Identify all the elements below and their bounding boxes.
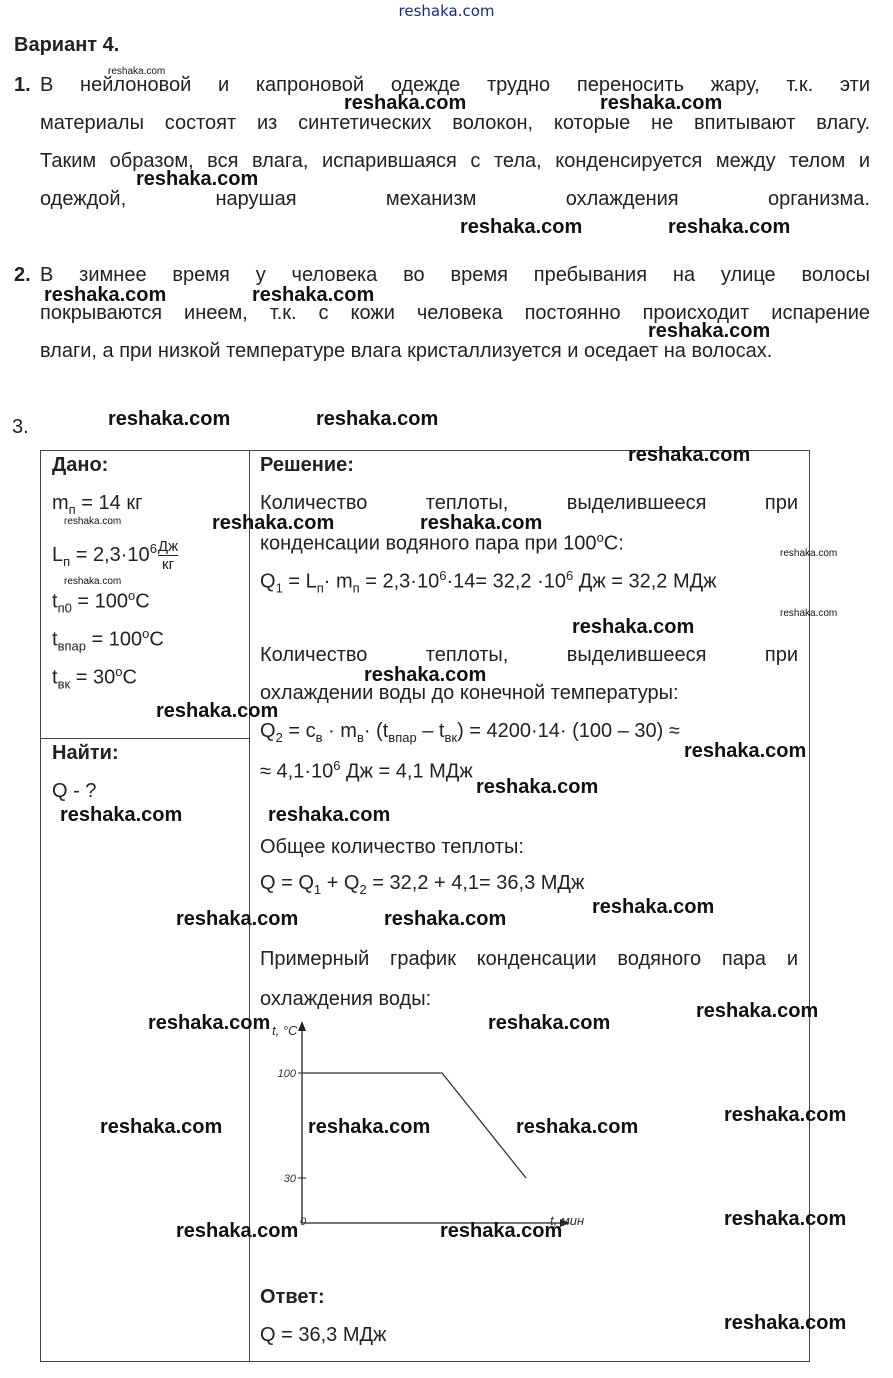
watermark: reshaka.com	[724, 1312, 847, 1334]
watermark: reshaka.com	[316, 408, 439, 430]
watermark: reshaka.com	[592, 896, 715, 918]
given-latent-heat: $L_п = 2,3\cdot 10^6$ Дж кг	[52, 538, 179, 573]
table-divider	[40, 738, 250, 739]
solution-step2-formula: $Q_2 = c_в \cdot m_в\cdot (t_{впар} - t_{вк}) = 4200\cdot 14\cdot (100 - 30)$ ≈	[260, 720, 680, 745]
watermark: reshaka.com	[668, 216, 791, 238]
watermark: reshaka.com	[648, 320, 771, 342]
unit-denominator: кг	[162, 556, 175, 573]
watermark-small: reshaka.com	[108, 66, 166, 77]
solution-step4-a: Примерный график конденсации водяного пара и	[260, 948, 798, 970]
given-mass: $m_п = 14$ кг	[52, 492, 143, 517]
question-2-number: 2.	[14, 264, 31, 286]
question-1-number: 1.	[14, 74, 31, 96]
solution-step2-b: охлаждении воды до конечной температуры:	[260, 682, 679, 704]
watermark: reshaka.com	[148, 1012, 271, 1034]
watermark: reshaka.com	[600, 92, 723, 114]
watermark: reshaka.com	[60, 804, 183, 826]
watermark: reshaka.com	[460, 216, 583, 238]
unit-numerator: Дж	[157, 538, 179, 555]
watermark: reshaka.com	[156, 700, 279, 722]
watermark: reshaka.com	[420, 512, 543, 534]
q2-line: В зимнее время у человека во время пребывания на улице волосы	[40, 264, 870, 286]
watermark: reshaka.com	[268, 804, 391, 826]
y-tick-label: 30	[283, 1173, 296, 1185]
given-title: Дано:	[52, 454, 109, 476]
watermark-small: reshaka.com	[64, 516, 122, 527]
q1-line: Таким образом, вся влага, испарившаяся с тела, конденсируется между телом и	[40, 150, 870, 172]
find-title: Найти:	[52, 742, 119, 764]
watermark: reshaka.com	[100, 1116, 223, 1138]
solution-step1-a: Количество теплоты, выделившееся при	[260, 492, 798, 514]
question-3-number: 3.	[12, 416, 29, 438]
watermark: reshaka.com	[176, 1220, 299, 1242]
q2-line: влаги, а при низкой температуре влага кристаллизуется и оседает на волосах.	[40, 340, 773, 362]
question-1-text	[40, 66, 870, 218]
answer-title: Ответ:	[260, 1286, 325, 1308]
q1-line: одеждой, нарушая механизм охлаждения организма.	[40, 188, 870, 210]
y-tick-label: 100	[277, 1068, 296, 1080]
find-q: Q - ?	[52, 780, 97, 802]
watermark: reshaka.com	[724, 1104, 847, 1126]
watermark: reshaka.com	[488, 1012, 611, 1034]
origin-label: 0	[300, 1216, 307, 1228]
watermark: reshaka.com	[384, 908, 507, 930]
watermark: reshaka.com	[516, 1116, 639, 1138]
watermark: reshaka.com	[628, 444, 751, 466]
watermark: reshaka.com	[572, 616, 695, 638]
given-t0: $t_{п0} = 100^oC$	[52, 588, 150, 616]
watermark: reshaka.com	[696, 1000, 819, 1022]
watermark: reshaka.com	[136, 168, 259, 190]
watermark: reshaka.com	[108, 408, 231, 430]
watermark: reshaka.com	[364, 664, 487, 686]
solution-step2-a: Количество теплоты, выделившееся при	[260, 644, 798, 666]
watermark: reshaka.com	[344, 92, 467, 114]
watermark-small: reshaka.com	[780, 608, 838, 619]
solution-step1-formula: $Q_1 = L_п\cdot m_п = 2,3\cdot 10^6\cdot 14= 32,2 \cdot 10^6$ Дж = 32,2 МДж	[260, 568, 717, 596]
y-axis-label: t, °C	[272, 1023, 298, 1038]
watermark: reshaka.com	[212, 512, 335, 534]
x-axis-label: t, мин	[550, 1213, 585, 1228]
solution-title: Решение:	[260, 454, 354, 476]
watermark: reshaka.com	[176, 908, 299, 930]
solution-step2-result: ≈ $4,1\cdot 10^6$ Дж = 4,1 МДж	[260, 758, 473, 783]
q2-line: покрываются инеем, т.к. с кожи человека постоянно происходит испарение	[40, 302, 870, 324]
watermark: reshaka.com	[440, 1220, 563, 1242]
solution-step3-formula: $Q = Q_1 + Q_2 = 32,2 + 4,1= 36,3$ МДж	[260, 872, 585, 897]
site-header: reshaka.com	[398, 2, 495, 20]
variant-title: Вариант 4.	[14, 34, 120, 56]
given-tk: $t_{вк} = 30^oC$	[52, 664, 137, 692]
watermark-small: reshaka.com	[64, 576, 122, 587]
given-tvap: $t_{впар} = 100^oC$	[52, 626, 164, 654]
solution-step1-b: конденсации водяного пара при 100$^o$С:	[260, 530, 624, 555]
q1-line: В нейлоновой и капроновой одежде трудно переносить жару, т.к. эти	[40, 74, 870, 96]
solution-step3-a: Общее количество теплоты:	[260, 836, 524, 858]
watermark: reshaka.com	[684, 740, 807, 762]
watermark: reshaka.com	[476, 776, 599, 798]
question-2-text	[40, 256, 870, 370]
solution-step4-b: охлаждения воды:	[260, 988, 432, 1010]
watermark: reshaka.com	[724, 1208, 847, 1230]
watermark: reshaka.com	[252, 284, 375, 306]
y-axis-arrow	[298, 1021, 306, 1031]
watermark: reshaka.com	[308, 1116, 431, 1138]
watermark-small: reshaka.com	[780, 548, 838, 559]
watermark: reshaka.com	[44, 284, 167, 306]
answer-value: Q = 36,3 МДж	[260, 1324, 387, 1346]
q1-line: материалы состоят из синтетических волокон, которые не впитывают влагу.	[40, 112, 870, 134]
